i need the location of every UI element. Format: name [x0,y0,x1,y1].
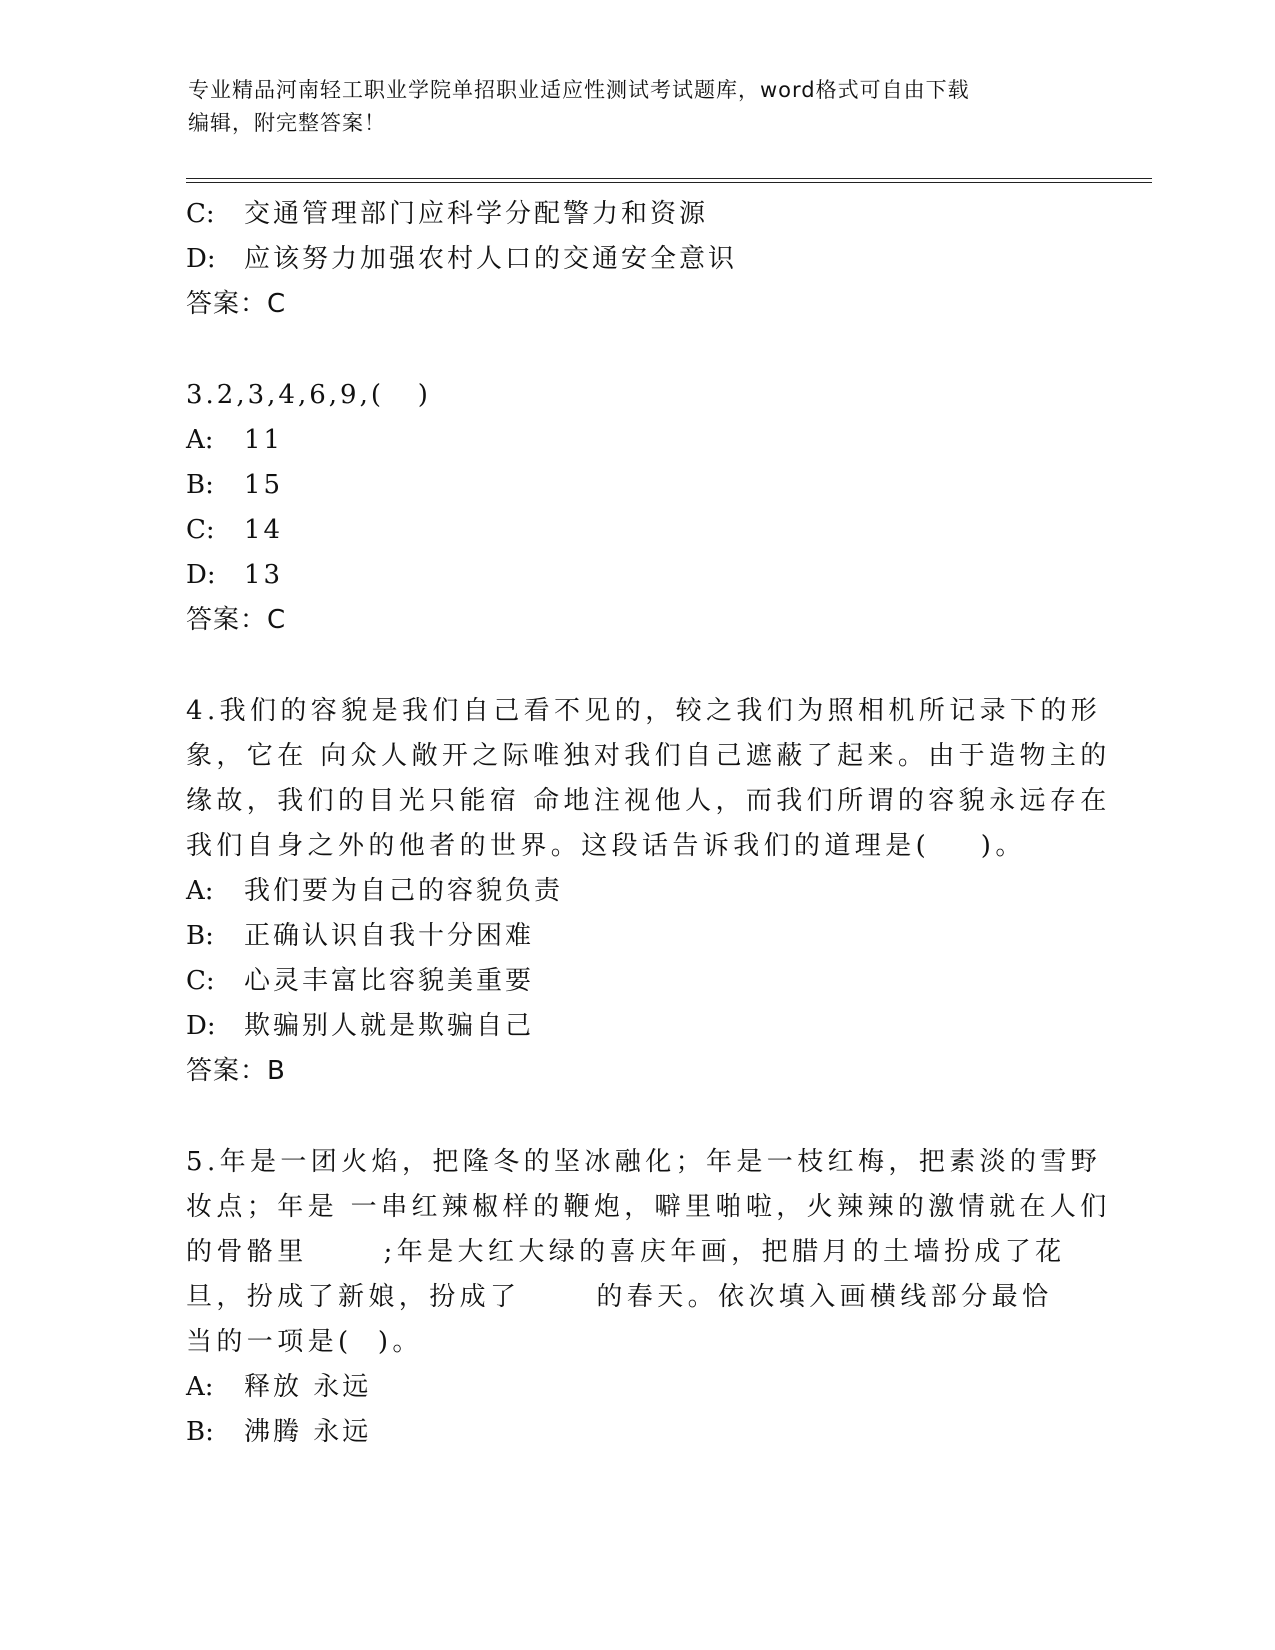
option-label: A: [186,876,214,906]
option-label: A: [186,425,214,455]
option-label: B: [186,470,214,500]
option-label: C: [186,515,215,545]
option-text: 13 [244,560,284,590]
stem-line: 缘故，我们的目光只能宿 命地注视他人，而我们所谓的容貌永远存在 [186,786,1111,816]
option-label: D: [186,560,216,590]
option-label: C: [186,199,215,229]
header-line-2: 编辑，附完整答案！ [188,111,386,135]
option-label: A: [186,1372,214,1402]
option-text: 心灵丰富比容貌美重要 [244,966,535,996]
option-label: D: [186,244,216,274]
option-c [186,959,1086,1004]
option-text: 14 [244,515,284,545]
option-a [186,869,1086,914]
stem-line: 妆点；年是 一串红辣椒样的鞭炮，噼里啪啦，火辣辣的激情就在人们 [186,1192,1111,1222]
answer: 答案：C [186,605,287,635]
document-body [186,192,1111,1455]
answer: 答案：B [186,1056,286,1086]
question-stem [186,1140,1111,1365]
stem-line: 旦，扮成了新娘，扮成了 的春天。依次填入画横线部分最恰 [186,1282,1053,1312]
option-a [186,418,1086,463]
option-c [186,508,1086,553]
stem-line: 4.我们的容貌是我们自己看不见的，较之我们为照相机所记录下的形 [186,696,1102,726]
option-text: 15 [244,470,284,500]
option-label: C: [186,966,215,996]
question-5 [186,1140,1111,1455]
option-b [186,1410,1086,1455]
question-4 [186,689,1111,1094]
option-text: 欺骗别人就是欺骗自己 [244,1011,535,1041]
option-text: 我们要为自己的容貌负责 [244,876,564,906]
stem-line: 我们自身之外的他者的世界。这段话告诉我们的道理是( )。 [186,831,1026,861]
option-d [186,1004,1086,1049]
question-2 [186,192,1086,327]
stem-line: 象，它在 向众人敞开之际唯独对我们自己遮蔽了起来。由于造物主的 [186,741,1111,771]
option-label: B: [186,1417,214,1447]
option-text: 应该努力加强农村人口的交通安全意识 [244,244,738,274]
option-text: 沸腾 永远 [244,1417,372,1447]
header-line-1: 专业精品河南轻工职业学院单招职业适应性测试考试题库，word格式可自由下载 [188,78,970,102]
stem-line: 5.年是一团火焰，把隆冬的坚冰融化；年是一枝红梅，把素淡的雪野 [186,1147,1102,1177]
option-text: 11 [244,425,284,455]
question-stem: 3.2,3,4,6,9,( ) [186,380,431,410]
option-b [186,914,1086,959]
header-divider-top [186,178,1152,179]
header-divider-bottom [186,182,1152,183]
question-3 [186,373,1086,643]
option-label: D: [186,1011,216,1041]
option-c [186,192,1086,237]
answer: 答案：C [186,289,287,319]
page-header [188,74,1068,140]
stem-line: 的骨骼里 ;年是大红大绿的喜庆年画，把腊月的土墙扮成了花 [186,1237,1066,1267]
option-text: 正确认识自我十分困难 [244,921,535,951]
option-label: B: [186,921,214,951]
question-stem [186,689,1111,869]
option-text: 交通管理部门应科学分配警力和资源 [244,199,709,229]
option-b [186,463,1086,508]
option-d [186,237,1086,282]
stem-line: 当的一项是( )。 [186,1327,423,1357]
option-a [186,1365,1086,1410]
option-text: 释放 永远 [244,1372,372,1402]
option-d [186,553,1086,598]
